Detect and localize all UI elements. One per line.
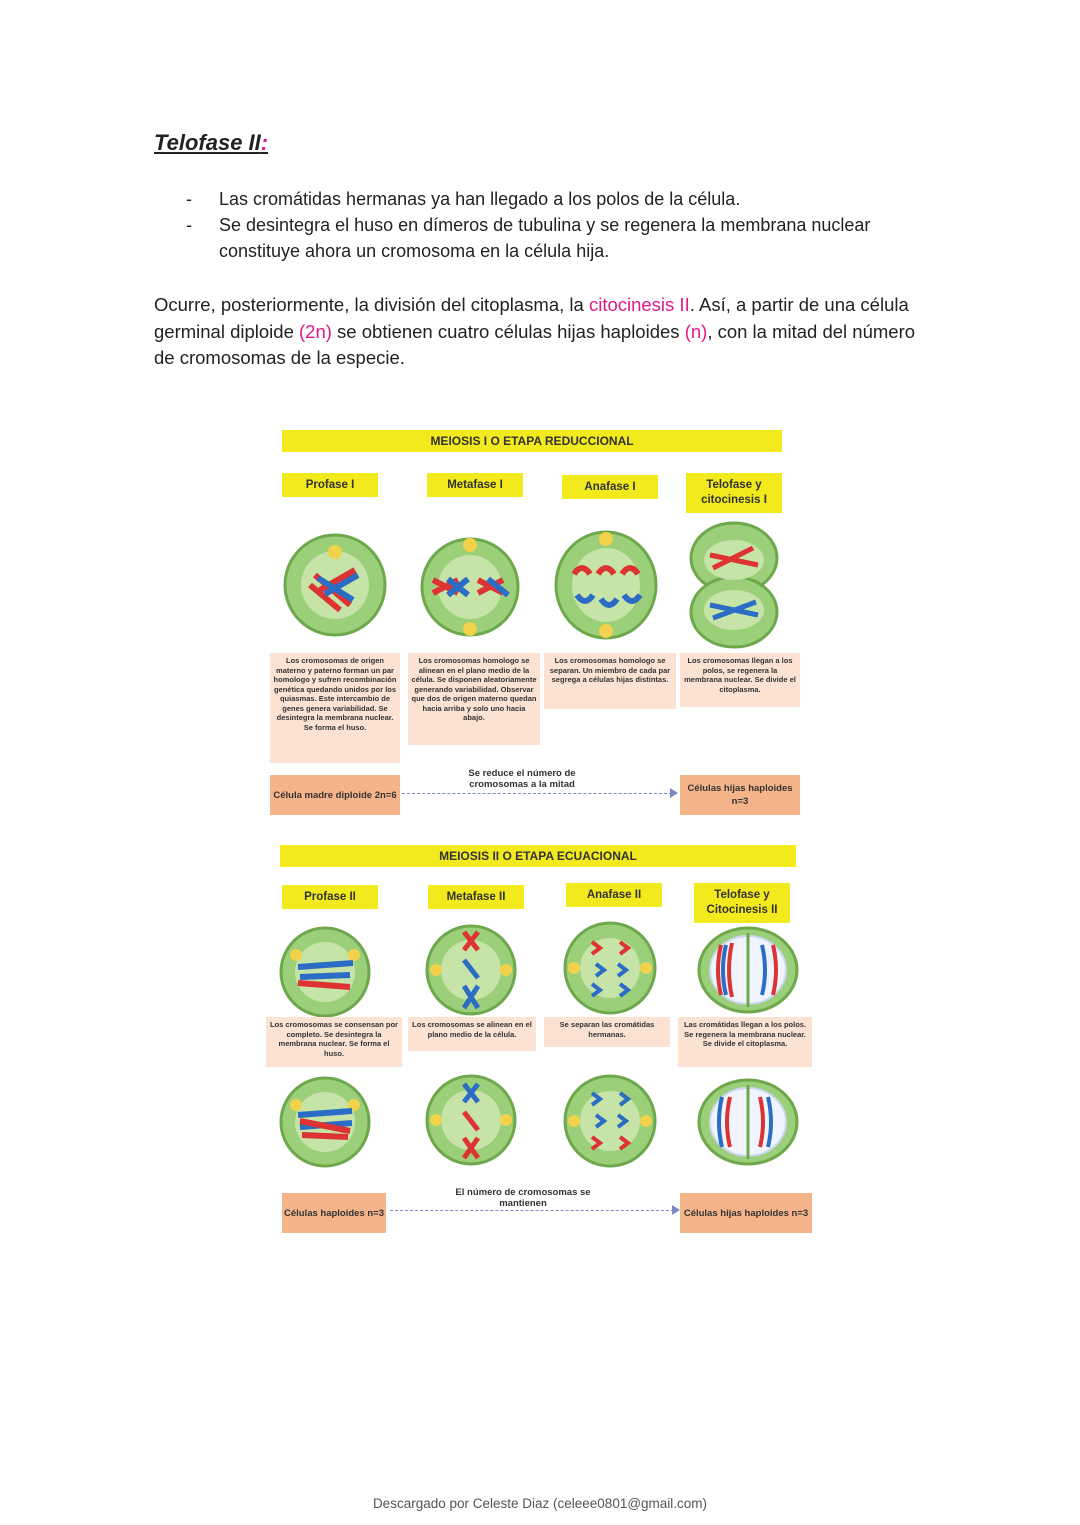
- telophase1-cell-image: [688, 520, 780, 650]
- highlight-term: (n): [684, 320, 708, 342]
- summary-box: Células hijas haploides n=3: [680, 775, 800, 815]
- stage-description: Los cromosomas de origen materno y paterno forman un par homologo y sufren recombinación genética quedando unidos por los quiasmas. Este intercambio de genes genera variabilidad. Se desintegra la membrana nuclear. Se forma el huso.: [270, 653, 400, 763]
- section-heading: Telofase II:: [154, 130, 269, 155]
- arrow-label: El número de cromosomas se mantienen: [455, 1187, 591, 1209]
- stage-description: Los cromosomas homologo se alinean en el plano medio de la célula. Se disponen aleatoriamente generando variabilidad. Observar que dos de origen materno quedan hacia arriba y solo uno hacia abajo.: [408, 653, 540, 745]
- stage-label: Anafase II: [566, 883, 662, 907]
- telophase2-cell-image: [696, 925, 800, 1015]
- summary-box: Células hijas haploides n=3: [680, 1193, 812, 1233]
- stage-label: Anafase I: [562, 475, 658, 499]
- prophase2-cell-image-2: [278, 1075, 372, 1169]
- body-paragraph: Ocurre, posteriormente, la división del citoplasma, la citocinesis II. Así, a partir de una célula germinal diploide (2n) se obtienen cuatro células hijas haploides (n), con la mitad del número de cromosomas de la especie.: [154, 294, 916, 368]
- anaphase2-cell-image: [562, 920, 658, 1016]
- anaphase2-cell-image-2: [562, 1073, 658, 1169]
- metaphase1-cell-image: [418, 535, 522, 639]
- stage-description: Los cromosomas se consensan por completo. Se desintegra la membrana nuclear. Se forma el huso.: [266, 1017, 402, 1067]
- telophase2-cell-image-2: [696, 1077, 800, 1167]
- highlight-term: (2n): [299, 320, 332, 342]
- stage-description: Las cromátidas llegan a los polos. Se regenera la membrana nuclear. Se divide el citoplasma.: [678, 1017, 812, 1067]
- bullet-list: [186, 186, 906, 264]
- prophase2-cell-image: [278, 925, 372, 1019]
- stage-label: Telofase y citocinesis I: [686, 473, 782, 513]
- stage-description: Los cromosomas homologo se separan. Un miembro de cada par segrega a células hijas distintas.: [544, 653, 676, 709]
- bullet-item: - Las cromátidas hermanas ya han llegado a los polos de la célula.: [186, 186, 906, 212]
- stage-description: Los cromosomas se alinean en el plano medio de la célula.: [408, 1017, 536, 1051]
- download-footer: Descargado por Celeste Diaz (celeee0801@gmail.com): [372, 1496, 708, 1511]
- stage-description: Se separan las cromátidas hermanas.: [544, 1017, 670, 1047]
- prophase1-cell-image: [280, 530, 390, 640]
- summary-box: Célula madre diploide 2n=6: [270, 775, 400, 815]
- dashed-arrow: [402, 793, 672, 794]
- meiosis-diagram: [262, 425, 818, 1240]
- meiosis1-banner: MEIOSIS I O ETAPA REDUCCIONAL: [282, 430, 782, 452]
- stage-label: Telofase y Citocinesis II: [694, 883, 790, 923]
- metaphase2-cell-image: [424, 920, 518, 1020]
- stage-description: Los cromosomas llegan a los polos, se regenera la membrana nuclear. Se divide el citoplasma.: [680, 653, 800, 707]
- stage-label: Profase II: [282, 885, 378, 909]
- stage-label: Metafase I: [427, 473, 523, 497]
- summary-box: Células haploides n=3: [282, 1193, 386, 1233]
- arrow-label: Se reduce el número de cromosomas a la mitad: [468, 768, 576, 790]
- anaphase1-cell-image: [552, 529, 660, 641]
- bullet-item: - Se desintegra el huso en dímeros de tubulina y se regenera la membrana nuclear constituye ahora un cromosoma en la célula hija.: [186, 212, 906, 264]
- arrowhead-icon: [670, 788, 678, 798]
- stage-label: Profase I: [282, 473, 378, 497]
- stage-label: Metafase II: [428, 885, 524, 909]
- dashed-arrow: [390, 1210, 674, 1211]
- meiosis2-banner: MEIOSIS II O ETAPA ECUACIONAL: [280, 845, 796, 867]
- metaphase2-cell-image-2: [424, 1070, 518, 1170]
- arrowhead-icon: [672, 1205, 680, 1215]
- highlight-term: citocinesis II: [588, 294, 690, 315]
